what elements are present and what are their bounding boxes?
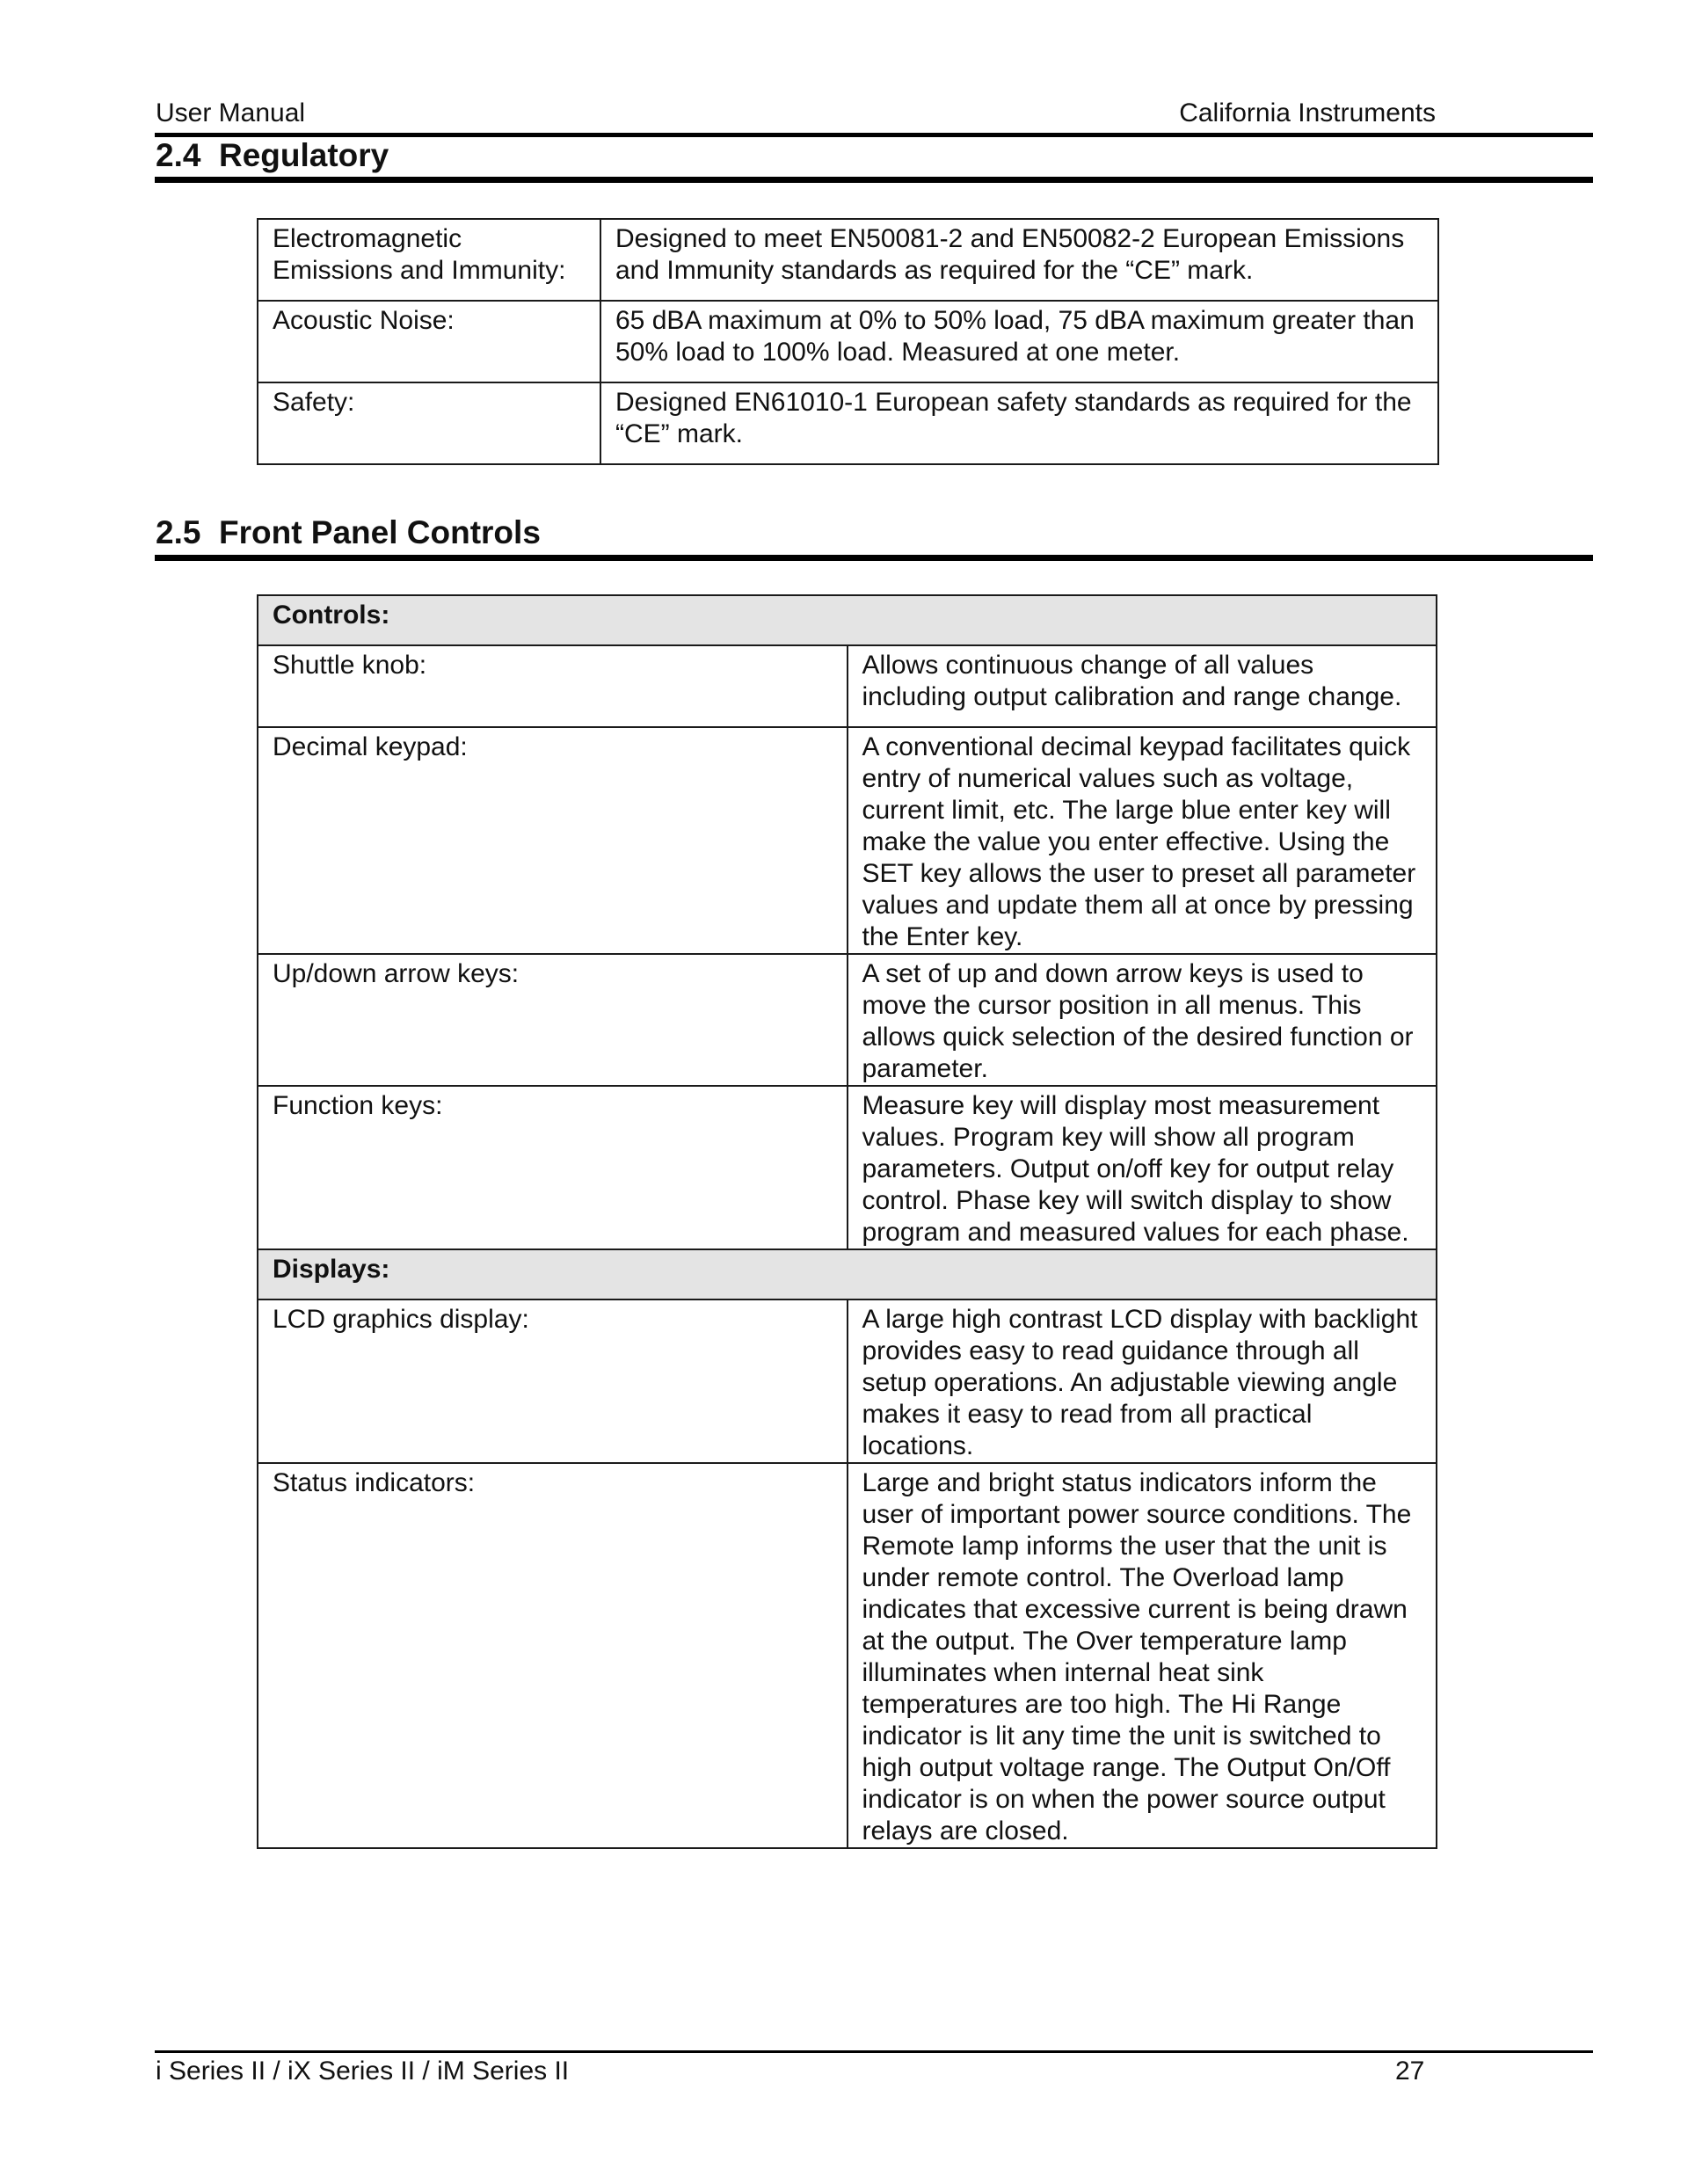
row-description: Allows continuous change of all values including output calibration and range change. [848, 645, 1437, 727]
table-row [258, 1086, 1437, 1249]
running-header [156, 98, 1436, 129]
row-description: 65 dBA maximum at 0% to 50% load, 75 dBA maximum greater than 50% load to 100% load. Measured at one meter. [600, 301, 1438, 382]
group-header-displays [258, 1249, 1437, 1299]
group-title: Controls: [258, 595, 1437, 645]
row-description: A conventional decimal keypad facilitates quick entry of numerical values such as voltage, current limit, etc. The large blue enter key will make the value you enter effective. Using the SET key allows the user to preset all parameter values and update them all at once by pressing the Enter key. [848, 727, 1437, 954]
table-row [258, 727, 1437, 954]
footer-product-series: i Series II / iX Series II / iM Series II [156, 2057, 570, 2086]
section-heading-front-panel-controls: 2.5 Front Panel Controls [156, 514, 541, 550]
header-company-name: California Instruments [1179, 98, 1436, 127]
table-row [258, 301, 1438, 382]
table-row [258, 219, 1438, 301]
table-row [258, 1299, 1437, 1463]
regulatory-table [257, 218, 1439, 465]
row-label: Shuttle knob: [258, 645, 848, 727]
section-rule-regulatory [155, 177, 1593, 183]
row-description: A set of up and down arrow keys is used to move the cursor position in all menus. This allows quick selection of the desired function or parameter. [848, 954, 1437, 1086]
table-row [258, 1463, 1437, 1848]
table-row [258, 954, 1437, 1086]
row-label: Acoustic Noise: [258, 301, 600, 382]
row-label: Decimal keypad: [258, 727, 848, 954]
front-panel-controls-table [257, 594, 1437, 1849]
footer-rule [155, 2050, 1593, 2053]
group-header-controls [258, 595, 1437, 645]
row-description: Designed to meet EN50081-2 and EN50082-2 European Emissions and Immunity standards as required for the “CE” mark. [600, 219, 1438, 301]
group-title: Displays: [258, 1249, 1437, 1299]
table-row [258, 645, 1437, 727]
row-label: Electromagnetic Emissions and Immunity: [258, 219, 600, 301]
row-label: Function keys: [258, 1086, 848, 1249]
row-description: Measure key will display most measurement values. Program key will show all program parameters. Output on/off key for output relay control. Phase key will switch display to show program and measured values for each phase. [848, 1086, 1437, 1249]
row-label: LCD graphics display: [258, 1299, 848, 1463]
section-rule-front-panel-controls [155, 555, 1593, 561]
row-description: A large high contrast LCD display with backlight provides easy to read guidance through all setup operations. An adjustable viewing angle makes it easy to read from all practical locations. [848, 1299, 1437, 1463]
page-number: 27 [1395, 2057, 1425, 2086]
row-label: Status indicators: [258, 1463, 848, 1848]
row-label: Up/down arrow keys: [258, 954, 848, 1086]
section-heading-regulatory: 2.4 Regulatory [156, 137, 389, 173]
row-description: Large and bright status indicators inform the user of important power source conditions. The Remote lamp informs the user that the unit is under remote control. The Overload lamp indicates that excessive current is being drawn at the output. The Over temperature lamp illuminates when internal heat sink temperatures are too high. The Hi Range indicator is lit any time the unit is switched to high output voltage range. The Output On/Off indicator is on when the power source output relays are closed. [848, 1463, 1437, 1848]
row-label: Safety: [258, 382, 600, 464]
table-row [258, 382, 1438, 464]
header-document-type: User Manual [156, 98, 306, 127]
row-description: Designed EN61010-1 European safety standards as required for the “CE” mark. [600, 382, 1438, 464]
